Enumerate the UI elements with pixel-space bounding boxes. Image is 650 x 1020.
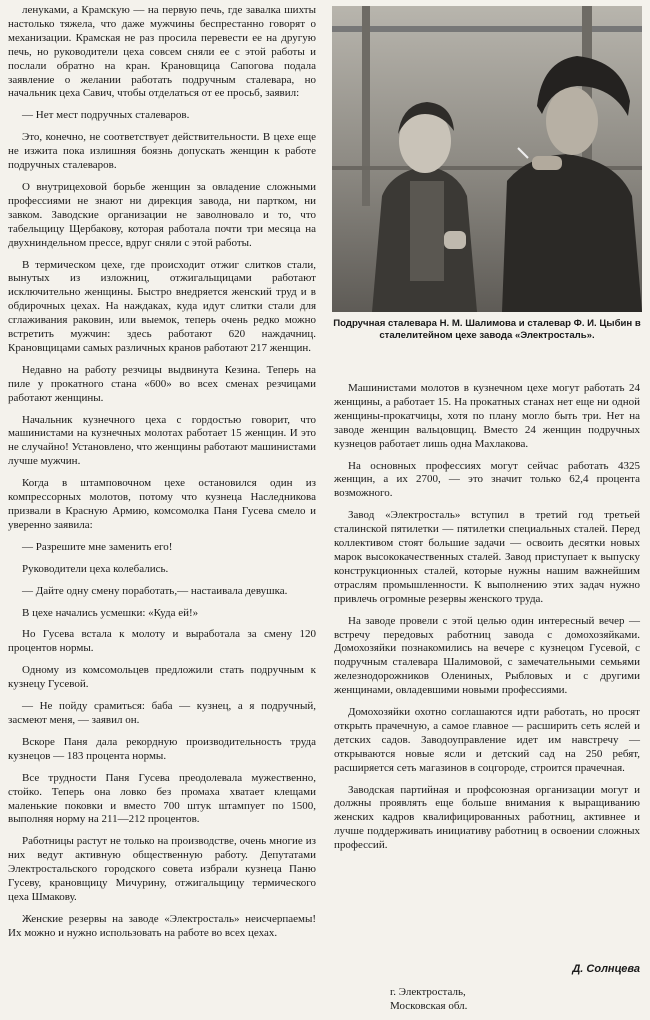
paragraph: Домохозяйки охотно соглашаются идти работать, но просят открыть прачечную, а самое главное — расширить сеть яслей и детских садов. Заводоуправление идет им навстречу — открываются новые ясли и детский сад на 250 ребят, расширяется сеть магазинов в соцгороде, строится прачечная.	[334, 706, 640, 774]
paragraph: Начальник кузнечного цеха с гордостью говорит, что машинистами на кузнечных молотах работает 15 женщин. И это не случайно! Установлено, что женщины работают машинистами лучше мужчин.	[8, 413, 316, 468]
paragraph: Женские резервы на заводе «Электросталь» неисчерпаемы! Их можно и нужно использовать на работе во всех цехах.	[8, 912, 316, 939]
paragraph: Вскоре Паня дала рекордную производительность труда кузнецов — 183 процента нормы.	[8, 735, 316, 762]
paragraph: Заводская партийная и профсоюзная организации могут и должны проявлять еще больше внимания к выращиванию женских кадров квалифицированных работниц, активнее и лучше поддерживать инициативу работниц в освоении сложных профессий.	[334, 783, 640, 852]
paragraph: Завод «Электросталь» вступил в третий год третьей сталинской пятилетки — пятилетки специальных сталей. Перед коллективом стоят большие задачи — освоить десятки новых марок высококачественных сталей. Завод приступает к выпуску конструкционных сталей, которые нужны нашим важнейшим отраслям промышленности. К выполнению этих задач нужно привлечь огромные резервы женского труда.	[334, 509, 640, 605]
paragraph: — Разрешите мне заменить его!	[22, 540, 173, 553]
paragraph: На заводе провели с этой целью один интересный вечер — встречу передовых работниц завода с домохозяйками. Домохозяйки познакомились на вечере с кузнецом Гусевой, с подручным сталевара Шалимовой, с замечательными семьями железнодорожников Олениных, Рыбловых и с другими женщинами, овладевшими новыми профессиями.	[334, 614, 640, 697]
photo-illustration	[332, 6, 642, 312]
paragraph: Это, конечно, не соответствует действительности. В цехе еще не изжита пока излишняя боязнь допускать женщин к работе подручных сталеваров.	[8, 131, 316, 172]
paragraph: Руководители цеха колебались.	[22, 562, 169, 575]
place-line: г. Электросталь,	[390, 986, 466, 998]
paragraph: — Не пойду срамиться: баба — кузнец, а я подручный, засмеют меня, — заявил он.	[8, 700, 316, 726]
photo-steelworkers	[332, 6, 642, 312]
paragraph: Недавно на работу резчицы выдвинута Кезина. Теперь на пиле у прокатного стана «600» во всех сменах резчицами работают женщины.	[8, 363, 316, 404]
paragraph: Все трудности Паня Гусева преодолевала мужественно, стойко. Теперь она ловко без промаха хватает клещами маленькие поковки и вместо 700 штук штампует по 1500, выполняя норму на 211—212 процентов.	[8, 771, 316, 826]
paragraph: На основных профессиях могут сейчас работать 4325 женщин, а их 2700, — это значит только 62,4 процента возможного.	[334, 459, 640, 500]
right-column	[334, 382, 640, 861]
author-signature: Д. Солнцева	[572, 963, 640, 975]
paragraph: — Нет мест подручных сталеваров.	[22, 109, 190, 122]
place-line: Московская обл.	[390, 1000, 468, 1012]
paragraph: Но Гусева встала к молоту и выработала за смену 120 процентов нормы.	[8, 628, 316, 655]
paragraph: ленуками, а Крамскую — на первую печь, где завалка шихты настолько тяжела, что даже мужчины беспрестанно говорят о механизации. Крамская не раз просила перевести ее на другую печь, но руководители цеха совсем сняли ее с этой работы и послали обратно на кран. Крановщица Сапогова подала заявление о желании работать подручным сталевара, но начальник цеха Савич, чтобы отделаться от ее просьб, заявил:	[8, 4, 316, 100]
paragraph: В цехе начались усмешки: «Куда ей!»	[22, 606, 199, 619]
left-column	[8, 4, 316, 949]
dateline-place	[390, 985, 467, 1013]
paragraph: — Дайте одну смену поработать,— настаивала девушка.	[22, 584, 288, 597]
photo-caption: Подручная сталевара Н. М. Шалимова и сталевар Ф. И. Цыбин в сталелитейном цехе завода «Электросталь».	[333, 318, 641, 341]
paragraph: Когда в штамповочном цехе остановился один из компрессорных молотов, потому что кузнеца Наследникова призвали в Красную Армию, комсомолка Паня Гусева смело и уверенно заявила:	[8, 477, 316, 531]
paragraph: В термическом цехе, где происходит отжиг слитков стали, вынутых из изложниц, отжигальщицами работают исключительно женщины. Быстро внедряется женский труд и в обдирочных цехах. На наждаках, куда идут слитки стали для сглаживания раковин, или выемок, теперь очень редко можно встретить мужчин: здесь работают 620 наждачниц. Крановщицами самых различных кранов работают 217 женщин.	[8, 258, 316, 354]
paragraph: Работницы растут не только на производстве, очень многие из них ведут активную общественную работу. Депутатами Электростальского городского совета избрали кузнеца Паню Гусеву, крановщицу Мичурину, отжигальщицу термического цеха Шмакову.	[8, 835, 316, 903]
paragraph: Одному из комсомольцев предложили стать подручным к кузнецу Гусевой.	[8, 664, 316, 691]
paragraph: Машинистами молотов в кузнечном цехе могут работать 24 женщины, а работает 15. На прокатных станах нет еще ни одной женщины-прокатчицы, хотя по плану могло быть три. Нет на заводе женщин вальцовщиц. Вместо 24 женщин подручных кузнецов работает лишь одна Махлакова.	[334, 382, 640, 450]
paragraph: О внутрицеховой борьбе женщин за овладение сложными профессиями не знают ни дирекция завода, ни партком, ни завком. Заводские организации не заволновало и то, что табельщицу Щербакову, которая работала почти три месяца на двухниндельном прессе, вдруг сняли с этой работы.	[8, 180, 316, 249]
